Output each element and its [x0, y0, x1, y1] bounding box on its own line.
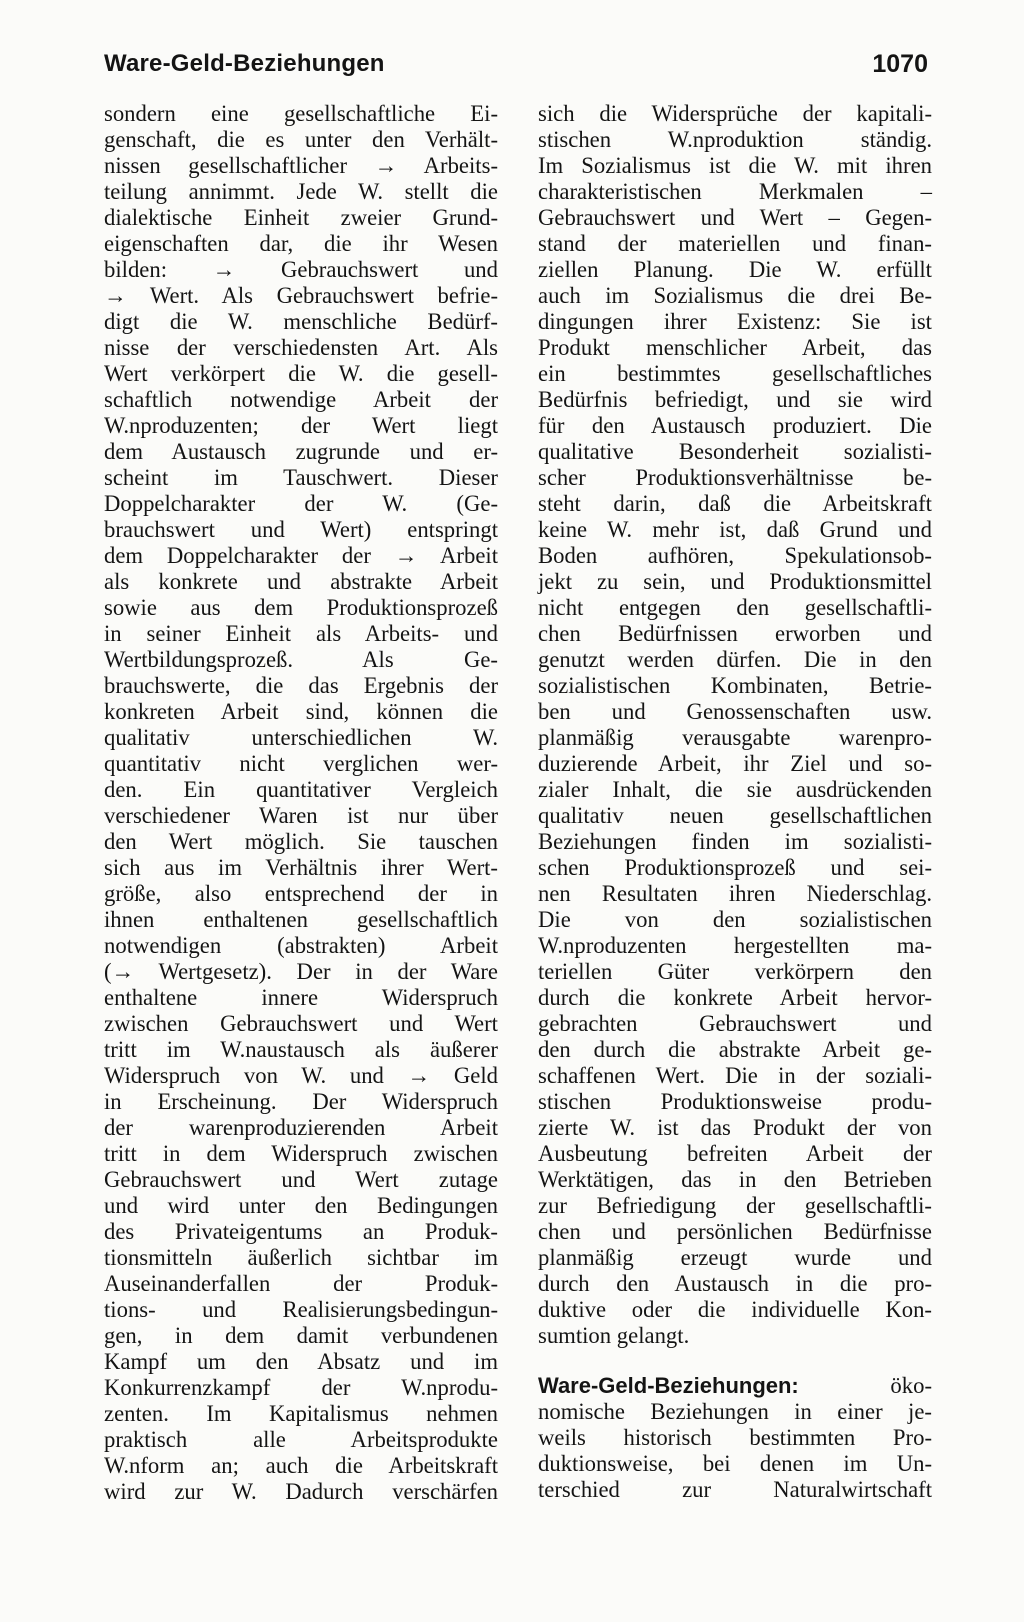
text-line: qualitativ unterschiedlichen W.: [104, 725, 498, 750]
text-line: als konkrete und abstrakte Arbeit: [104, 569, 498, 594]
left-column: [104, 101, 498, 1505]
text-line: nicht entgegen den gesellschaftli-: [538, 595, 932, 620]
text-line: duzierende Arbeit, ihr Ziel und so-: [538, 751, 932, 776]
text-line: sich aus im Verhältnis ihrer Wert-: [104, 855, 498, 880]
text-line: ein bestimmtes gesellschaftliches: [538, 361, 932, 386]
text-line: Konkurrenzkampf der W.nprodu-: [104, 1375, 498, 1400]
text-line: stand der materiellen und finan-: [538, 231, 932, 256]
text-line: durch die konkrete Arbeit hervor-: [538, 985, 932, 1010]
text-line: steht darin, daß die Arbeitskraft: [538, 491, 932, 516]
text-line: tritt in dem Widerspruch zwischen: [104, 1141, 498, 1166]
text-line: Produkt menschlicher Arbeit, das: [538, 335, 932, 360]
text-line: (→ Wertgesetz). Der in der Ware: [104, 959, 498, 984]
text-line: scher Produktionsverhältnisse be-: [538, 465, 932, 490]
text-line: sich die Widersprüche der kapitali-: [538, 101, 932, 126]
text-line: in seiner Einheit als Arbeits- und: [104, 621, 498, 646]
text-line: gen, in dem damit verbundenen: [104, 1323, 498, 1348]
text-line: Doppelcharakter der W. (Ge-: [104, 491, 498, 516]
text-line: dialektische Einheit zweier Grund-: [104, 205, 498, 230]
text-line: teilung annimmt. Jede W. stellt die: [104, 179, 498, 204]
text-line: den durch die abstrakte Arbeit ge-: [538, 1037, 932, 1062]
text-line: zenten. Im Kapitalismus nehmen: [104, 1401, 498, 1426]
text-line: terschied zur Naturalwirtschaft: [538, 1477, 932, 1502]
text-line: in Erscheinung. Der Widerspruch: [104, 1089, 498, 1114]
text-line: Beziehungen finden im sozialisti-: [538, 829, 932, 854]
text-line: chen Bedürfnissen erworben und: [538, 621, 932, 646]
text-line: Gebrauchswert und Wert zutage: [104, 1167, 498, 1192]
text-line: durch den Austausch in die pro-: [538, 1271, 932, 1296]
text-line: digt die W. menschliche Bedürf-: [104, 309, 498, 334]
text-line: nisse der verschiedensten Art. Als: [104, 335, 498, 360]
text-line: und wird unter den Bedingungen: [104, 1193, 498, 1218]
text-line: duktionsweise, bei denen im Un-: [538, 1451, 932, 1476]
text-line: den Wert möglich. Sie tauschen: [104, 829, 498, 854]
text-line: tritt im W.naustausch als äußerer: [104, 1037, 498, 1062]
text-line: keine W. mehr ist, daß Grund und: [538, 517, 932, 542]
text-line: Werktätigen, das in den Betrieben: [538, 1167, 932, 1192]
text-line: eigenschaften dar, die ihr Wesen: [104, 231, 498, 256]
text-line: Die von den sozialistischen: [538, 907, 932, 932]
text-line: bilden: → Gebrauchswert und: [104, 257, 498, 282]
text-line: ziellen Planung. Die W. erfüllt: [538, 257, 932, 282]
text-line: Wert verkörpert die W. die gesell-: [104, 361, 498, 386]
text-line: zierte W. ist das Produkt der von: [538, 1115, 932, 1140]
text-line: dem Doppelcharakter der → Arbeit: [104, 543, 498, 568]
text-line: wird zur W. Dadurch verschärfen: [104, 1479, 498, 1504]
text-line: ihnen enthaltenen gesellschaftlich: [104, 907, 498, 932]
text-line: schaftlich notwendige Arbeit der: [104, 387, 498, 412]
text-line: duktive oder die individuelle Kon-: [538, 1297, 932, 1322]
text-line: quantitativ nicht verglichen wer-: [104, 751, 498, 776]
text-line: den. Ein quantitativer Vergleich: [104, 777, 498, 802]
entry-headword: Ware-Geld-Beziehungen:: [538, 1373, 799, 1398]
text-line: qualitative Besonderheit sozialisti-: [538, 439, 932, 464]
text-line: genschaft, die es unter den Verhält-: [104, 127, 498, 152]
text-line: stischen Produktionsweise produ-: [538, 1089, 932, 1114]
text-line: W.nproduzenten; der Wert liegt: [104, 413, 498, 438]
text-line: stischen W.nproduktion ständig.: [538, 127, 932, 152]
text-line: scheint im Tauschwert. Dieser: [104, 465, 498, 490]
text-line: planmäßig verausgabte warenpro-: [538, 725, 932, 750]
text-line: gebrachten Gebrauchswert und: [538, 1011, 932, 1036]
text-line: weils historisch bestimmten Pro-: [538, 1425, 932, 1450]
text-line: sowie aus dem Produktionsprozeß: [104, 595, 498, 620]
text-line: jekt zu sein, und Produktionsmittel: [538, 569, 932, 594]
text-line: notwendigen (abstrakten) Arbeit: [104, 933, 498, 958]
text-line: Bedürfnis befriedigt, und sie wird: [538, 387, 932, 412]
entry-gap: [538, 1349, 932, 1373]
text-line: Ausbeutung befreiten Arbeit der: [538, 1141, 932, 1166]
text-line: der warenproduzierenden Arbeit: [104, 1115, 498, 1140]
text-line: → Wert. Als Gebrauchswert befrie-: [104, 283, 498, 308]
text-line: enthaltene innere Widerspruch: [104, 985, 498, 1010]
right-column: [538, 101, 932, 1503]
text-line: sozialistischen Kombinaten, Betrie-: [538, 673, 932, 698]
text-line: praktisch alle Arbeitsprodukte: [104, 1427, 498, 1452]
text-line: schaffenen Wert. Die in der soziali-: [538, 1063, 932, 1088]
text-line: Auseinanderfallen der Produk-: [104, 1271, 498, 1296]
text-line: teriellen Güter verkörpern den: [538, 959, 932, 984]
text-line: tions- und Realisierungsbedingun-: [104, 1297, 498, 1322]
text-line: ben und Genossenschaften usw.: [538, 699, 932, 724]
text-line: dingungen ihrer Existenz: Sie ist: [538, 309, 932, 334]
running-head: Ware-Geld-Beziehungen: [104, 50, 385, 77]
text-line: Gebrauchswert und Wert – Gegen-: [538, 205, 932, 230]
text-line: Wertbildungsprozeß. Als Ge-: [104, 647, 498, 672]
text-line: nen Resultaten ihren Niederschlag.: [538, 881, 932, 906]
text-line: genutzt werden dürfen. Die in den: [538, 647, 932, 672]
text-line: Widerspruch von W. und → Geld: [104, 1063, 498, 1088]
text-line: sondern eine gesellschaftliche Ei-: [104, 101, 498, 126]
text-line: Im Sozialismus ist die W. mit ihren: [538, 153, 932, 178]
entry-first-line: [538, 1373, 932, 1399]
text-line: brauchswert und Wert) entspringt: [104, 517, 498, 542]
text-line: planmäßig erzeugt wurde und: [538, 1245, 932, 1270]
page-number: 1070: [872, 50, 928, 78]
text-line: Boden aufhören, Spekulationsob-: [538, 543, 932, 568]
text-line: dem Austausch zugrunde und er-: [104, 439, 498, 464]
text-line: zur Befriedigung der gesellschaftli-: [538, 1193, 932, 1218]
text-line: verschiedener Waren ist nur über: [104, 803, 498, 828]
text-line: größe, also entsprechend der in: [104, 881, 498, 906]
text-line: sumtion gelangt.: [538, 1323, 690, 1348]
text-line: zwischen Gebrauchswert und Wert: [104, 1011, 498, 1036]
text-line: nomische Beziehungen in einer je-: [538, 1399, 932, 1424]
text-line: W.nproduzenten hergestellten ma-: [538, 933, 932, 958]
text-line: tionsmitteln äußerlich sichtbar im: [104, 1245, 498, 1270]
text-line: brauchswerte, die das Ergebnis der: [104, 673, 498, 698]
text-line: W.nform an; auch die Arbeitskraft: [104, 1453, 498, 1478]
text-line: Kampf um den Absatz und im: [104, 1349, 498, 1374]
entry-first-line-text: öko-: [890, 1373, 932, 1398]
text-line: zialer Inhalt, die sie ausdrückenden: [538, 777, 932, 802]
text-line: chen und persönlichen Bedürfnisse: [538, 1219, 932, 1244]
text-line: nissen gesellschaftlicher → Arbeits-: [104, 153, 498, 178]
text-line: qualitativ neuen gesellschaftlichen: [538, 803, 932, 828]
text-line: für den Austausch produziert. Die: [538, 413, 932, 438]
text-line: konkreten Arbeit sind, können die: [104, 699, 498, 724]
text-line: charakteristischen Merkmalen –: [538, 179, 932, 204]
text-line: des Privateigentums an Produk-: [104, 1219, 498, 1244]
text-line: schen Produktionsprozeß und sei-: [538, 855, 932, 880]
text-line: auch im Sozialismus die drei Be-: [538, 283, 932, 308]
